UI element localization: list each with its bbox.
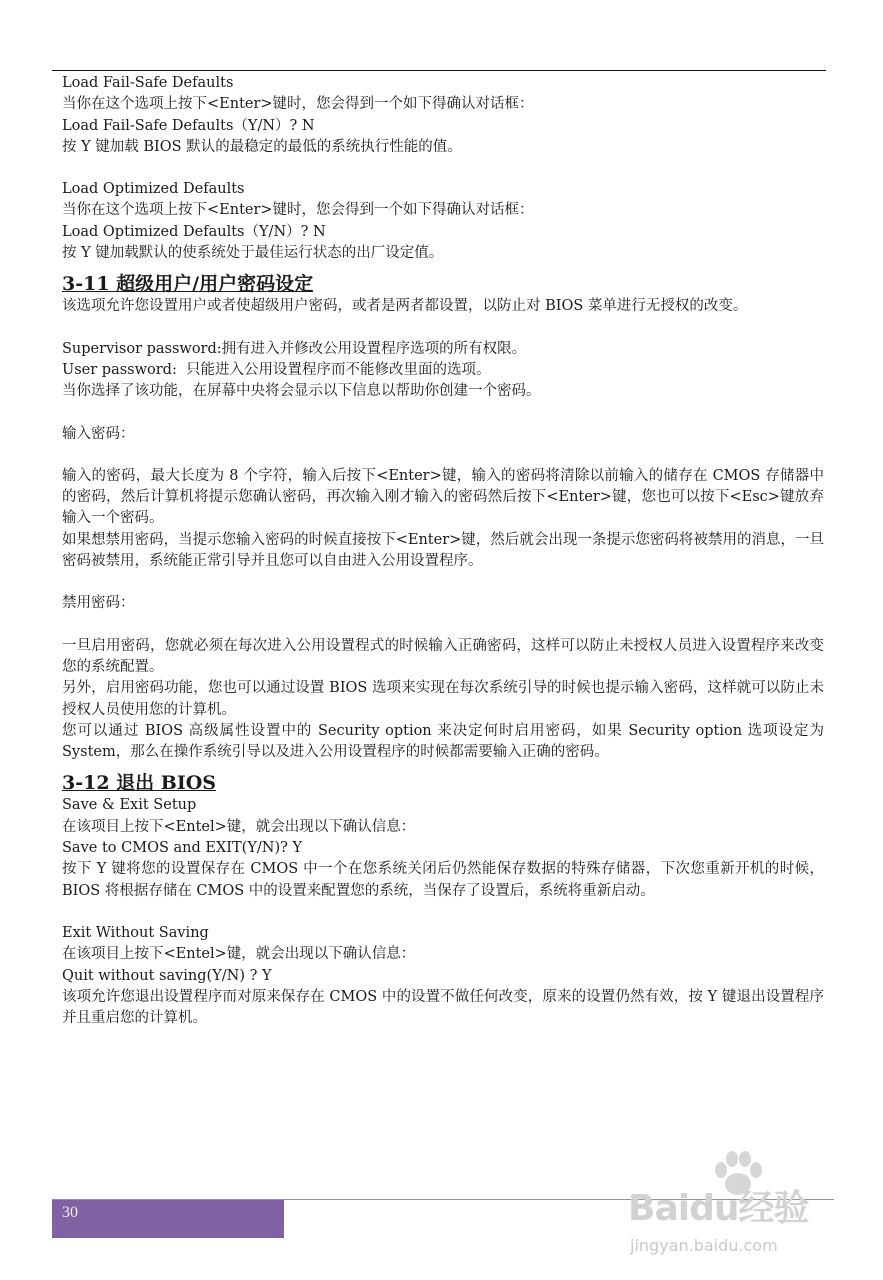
baidu-logo-text: Baidu经验 (628, 1188, 809, 1229)
exit-without-saving-desc: 该项允许您退出设置程序而对原来保存在 CMOS 中的设置不做任何改变，原来的设置仍然有效，按 Y 键退出设置程序并且重启您的计算机。 (62, 988, 824, 1027)
save-exit-instruction: 在该项目上按下<Entel>键，就会出现以下确认信息： (62, 818, 416, 835)
save-exit-prompt: Save to CMOS and EXIT(Y/N)? Y (62, 840, 303, 857)
page-number: 30 (62, 1204, 78, 1221)
disable-password-paragraph-3: 您可以通过 BIOS 高级属性设置中的 Security option 来决定何时启用密码，如果 Security option 选项设定为 System，那么在操作系统引导以及进入公用设置程序的时候都需要输入正确的密码。 (62, 722, 829, 761)
enter-password-label: 输入密码： (62, 425, 135, 442)
section-3-11-heading: 3-11 超级用户/用户密码设定 (62, 273, 314, 296)
enter-password-paragraph-1: 输入的密码，最大长度为 8 个字符，输入后按下<Enter>键，输入的密码将清除以前输入的储存在 CMOS 存储器中的密码，然后计算机将提示您确认密码，再次输入刚才输入的密码然后按下<Enter>键，您也可以按下<Esc>键放弃输入一个密码。 (62, 467, 824, 527)
load-failsafe-title: Load Fail-Safe Defaults (62, 75, 234, 91)
exit-without-saving-prompt: Quit without saving(Y/N) ? Y (62, 967, 272, 984)
load-failsafe-prompt: Load Fail-Safe Defaults（Y/N）? N (62, 117, 315, 134)
password-intro: 该选项允许您设置用户或者使超级用户密码，或者是两者都设置，以防止对 BIOS 菜单进行无授权的改变。 (62, 298, 748, 315)
document-body (62, 73, 829, 1029)
supervisor-password-desc: Supervisor password:拥有进入并修改公用设置程序选项的所有权限。 (62, 340, 527, 357)
load-optimized-title: Load Optimized Defaults (62, 181, 245, 198)
load-optimized-desc: 按 Y 键加载默认的使系统处于最佳运行状态的出厂设定值。 (62, 245, 444, 262)
load-failsafe-instruction: 当你在这个选项上按下<Enter>键时，您会得到一个如下得确认对话框： (62, 96, 534, 113)
load-optimized-instruction: 当你在这个选项上按下<Enter>键时，您会得到一个如下得确认对话框： (62, 202, 534, 219)
exit-without-saving-title: Exit Without Saving (62, 924, 209, 941)
header-rule (52, 70, 826, 71)
disable-password-paragraph-2: 另外，启用密码功能，您也可以通过设置 BIOS 选项来实现在每次系统引导的时候也提示输入密码，这样就可以防止未授权人员使用您的计算机。 (62, 680, 824, 718)
disable-password-paragraph-1: 一旦启用密码，您就必须在每次进入公用设置程式的时候输入正确密码，这样可以防止未授权人员进入设置程序来改变您的系统配置。 (62, 637, 824, 675)
password-select-desc: 当你选择了该功能，在屏幕中央将会显示以下信息以帮助你创建一个密码。 (62, 383, 541, 400)
user-password-desc: User password: 只能进入公用设置程序而不能修改里面的选项。 (62, 361, 491, 378)
save-exit-title: Save & Exit Setup (62, 797, 197, 814)
save-exit-desc: 按下 Y 键将您的设置保存在 CMOS 中一个在您系统关闭后仍然能保存数据的特殊存储器，下次您重新开机的时候，BIOS 将根据存储在 CMOS 中的设置来配置您的系统，当保存了设置后，系统将重新启动。 (62, 861, 824, 899)
page-number-box (52, 1200, 284, 1238)
baidu-watermark (628, 1150, 838, 1270)
load-optimized-prompt: Load Optimized Defaults（Y/N）? N (62, 223, 326, 240)
section-3-12-heading: 3-12 退出 BIOS (62, 772, 216, 795)
disable-password-label: 禁用密码： (62, 595, 135, 612)
load-failsafe-desc: 按 Y 键加载 BIOS 默认的最稳定的最低的系统执行性能的值。 (62, 138, 462, 155)
exit-without-saving-instruction: 在该项目上按下<Entel>键，就会出现以下确认信息： (62, 946, 416, 963)
enter-password-paragraph-2: 如果想禁用密码，当提示您输入密码的时候直接按下<Enter>键，然后就会出现一条提示您密码将被禁用的消息，一旦密码被禁用，系统能正常引导并且您可以自由进入公用设置程序。 (62, 531, 824, 570)
watermark-url: jingyan.baidu.com (630, 1236, 778, 1255)
